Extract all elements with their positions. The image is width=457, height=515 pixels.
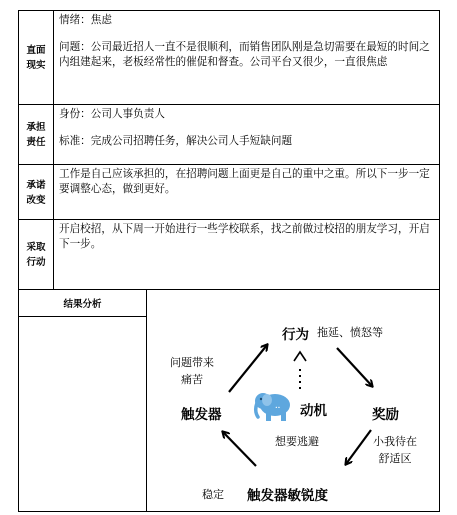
problem-text: 问题：公司最近招人一直不是很顺利，而销售团队刚是急切需要在最短的时间之内组建起来，老板经常性的催促和督查。公司平台又很少，一直很焦虑 [59, 41, 430, 68]
row-label [18, 105, 54, 165]
row-label-text: 直面现实 [26, 45, 46, 71]
arrow-behavior-to-reward [337, 348, 372, 386]
result-analysis-section [18, 289, 440, 512]
row-take-responsibility [18, 104, 440, 165]
result-left-column [18, 290, 147, 511]
emotion-text: 情绪：焦虑 [59, 14, 112, 26]
trigger-note [160, 354, 224, 388]
arrow-sensitivity-to-trigger [223, 432, 256, 466]
reward-note-line-1: 小我待在 [373, 435, 417, 448]
reward-note [367, 433, 423, 467]
trigger-label: 触发器 [181, 407, 222, 423]
row-commit-change [18, 164, 440, 220]
result-analysis-title: 结果分析 [63, 299, 102, 310]
result-analysis-header [19, 290, 146, 317]
motivation-note: 想要逃避 [275, 435, 319, 448]
reward-label: 奖励 [372, 407, 399, 423]
row-take-action [18, 219, 440, 290]
reward-note-line-2: 舒适区 [378, 452, 412, 465]
motivation-label: 动机 [300, 403, 327, 419]
identity-text: 身份：公司人事负责人 [59, 108, 165, 120]
row-content [53, 220, 440, 290]
row-label [18, 11, 54, 105]
dotted-arrow-head [294, 352, 306, 361]
row-label [18, 220, 54, 290]
spacer [59, 122, 435, 134]
row-label [18, 165, 54, 220]
trigger-note-line-1: 问题带来 [170, 356, 214, 369]
behavior-cycle-diagram [146, 290, 440, 511]
row-label-text: 承担责任 [26, 122, 46, 148]
trigger-note-line-2: 痛苦 [181, 373, 203, 386]
row-content [53, 165, 440, 220]
standard-text: 标准：完成公司招聘任务，解决公司人手短缺问题 [59, 135, 293, 147]
stable-label: 稳定 [202, 488, 224, 501]
trigger-sensitivity-label: 触发器敏锐度 [247, 488, 328, 504]
reflection-table [18, 10, 440, 510]
elephant-icon [253, 387, 297, 425]
behavior-note: 拖延、愤怒等 [317, 326, 383, 339]
row-face-reality [18, 10, 440, 105]
row-content [53, 105, 440, 165]
svg-text:••: •• [275, 406, 281, 411]
row-content [53, 11, 440, 105]
behavior-label: 行为 [282, 327, 309, 343]
arrow-trigger-to-behavior [229, 345, 267, 392]
row-label-text: 采取行动 [26, 242, 46, 268]
commitment-text: 工作是自己应该承担的，在招聘问题上面更是自己的重中之重。所以下一步一定要调整心态，做到更好。 [59, 168, 430, 195]
row-label-text: 承诺改变 [26, 179, 46, 206]
spacer [59, 28, 435, 40]
action-text: 开启校招，从下周一开始进行一些学校联系，找之前做过校招的朋友学习，开启下一步。 [59, 223, 430, 250]
